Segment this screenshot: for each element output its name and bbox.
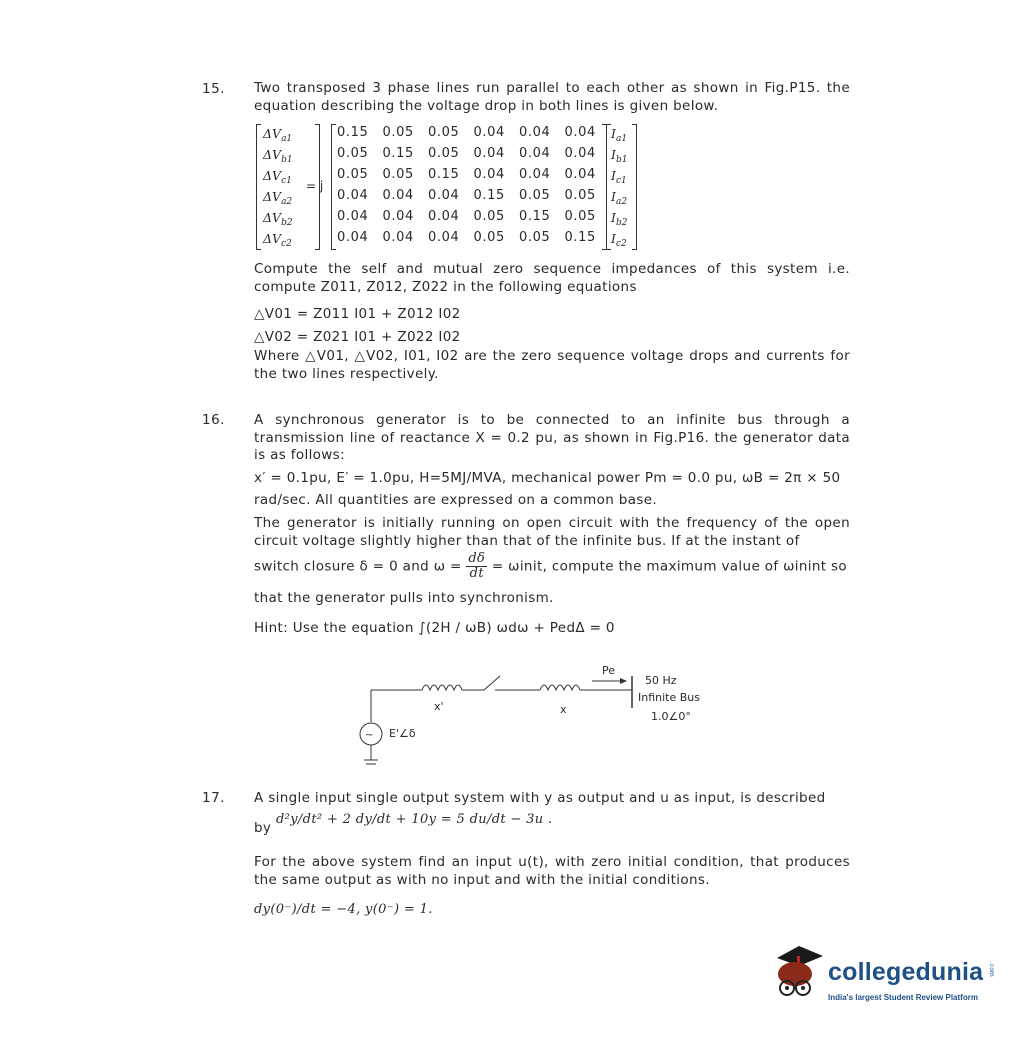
- logo-tagline: India's largest Student Review Platform: [828, 993, 978, 1002]
- pe-label: Pe: [602, 664, 616, 677]
- logo-com: .com: [988, 962, 995, 977]
- q16-hint: Hint: Use the equation ∫(2H / ωB) ωdω + PedΔ = 0: [254, 620, 615, 636]
- q16-intro: A synchronous generator is to be connected to an infinite bus through a transmission line of reactance X = 0.2 pu, as shown in Fig.P16. the generator data is as follows:: [254, 412, 850, 463]
- q17-initial-conditions: dy(0⁻)/dt = −4, y(0⁻) = 1.: [254, 902, 433, 917]
- q15-eq1: △V01 = Z011 I01 + Z012 I02: [254, 306, 461, 322]
- matrix-row: 0.04 0.04 0.04 0.05 0.15 0.05: [337, 209, 596, 224]
- q15-where-text: Where △V01, △V02, I01, I02 are the zero sequence voltage drops and currents for the two lines respectively.: [254, 348, 850, 382]
- logo-wordmark: collegedunia: [828, 958, 984, 986]
- rhs-cell: $I_{a1}$: [611, 126, 628, 144]
- matrix-row: 0.04 0.04 0.04 0.05 0.05 0.15: [337, 230, 596, 245]
- lhs-cell: $\Delta V_{c1}$: [263, 168, 292, 186]
- q16-pulls: that the generator pulls into synchronism.: [254, 590, 554, 606]
- q16-data-line1: x′ = 0.1pu, E′ = 1.0pu, H=5MJ/MVA, mechanical power Pm = 0.0 pu, ωB = 2π × 50: [254, 470, 841, 486]
- q15-intro: Two transposed 3 phase lines run parallel to each other as shown in Fig.P15. the equation describing the voltage drop in both lines is given below.: [254, 80, 850, 114]
- q17-by: by: [254, 820, 272, 836]
- lhs-cell: $\Delta V_{a1}$: [263, 126, 293, 144]
- emf-label: E'∠δ: [389, 727, 416, 740]
- rhs-cell: $I_{b2}$: [611, 210, 628, 228]
- q17-intro: A single input single output system with y as output and u as input, is described: [254, 790, 826, 806]
- bus-voltage-label: 1.0∠0°: [651, 710, 691, 723]
- q17-para: For the above system find an input u(t), with zero initial condition, that produces the same output as with no input and with the initial conditions.: [254, 854, 850, 888]
- d-delta-dt-fraction: $\frac{d\delta}{dt}$: [468, 551, 486, 581]
- q15-eq2: △V02 = Z021 I01 + Z022 I02: [254, 329, 461, 345]
- x-label: x: [560, 703, 567, 716]
- matrix-row: 0.15 0.05 0.05 0.04 0.04 0.04: [337, 125, 596, 140]
- q15-compute-text: Compute the self and mutual zero sequence impedances of this system i.e. compute Z011, Z012, Z022 in the following equations: [254, 261, 850, 295]
- lhs-cell: $\Delta V_{b1}$: [263, 147, 293, 165]
- matrix-row: 0.04 0.04 0.04 0.15 0.05 0.05: [337, 188, 596, 203]
- q16-number: 16.: [202, 412, 225, 428]
- matrix-row: 0.05 0.05 0.15 0.04 0.04 0.04: [337, 167, 596, 182]
- q16-data-line2: rad/sec. All quantities are expressed on a common base.: [254, 492, 658, 508]
- q15-number: 15.: [202, 81, 225, 97]
- lhs-cell: $\Delta V_{a2}$: [263, 189, 293, 207]
- matrix-row: 0.05 0.15 0.05 0.04 0.04 0.04: [337, 146, 596, 161]
- equals-j: = j: [306, 179, 324, 193]
- rhs-cell: $I_{c2}$: [611, 231, 627, 249]
- q17-equation: d²y/dt² + 2 dy/dt + 10y = 5 du/dt − 3u .: [276, 812, 553, 827]
- infinite-bus-label: Infinite Bus: [638, 691, 700, 704]
- q16-para2: The generator is initially running on open circuit with the frequency of the open circuit voltage slightly higher than that of the infinite bus. If at the instant of: [254, 515, 850, 549]
- rhs-cell: $I_{a2}$: [611, 189, 628, 207]
- rhs-cell: $I_{c1}$: [611, 168, 627, 186]
- lhs-cell: $\Delta V_{c2}$: [263, 231, 292, 249]
- xprime-label: x': [434, 700, 444, 713]
- mascot-icon: [767, 944, 827, 1008]
- lhs-cell: $\Delta V_{b2}$: [263, 210, 293, 228]
- hz-label: 50 Hz: [645, 674, 677, 687]
- q16-switch-line: switch closure δ = 0 and ω = $\frac{d\delta}{dt}$ = ωinit, compute the maximum value of ωinint so: [254, 551, 848, 581]
- q17-number: 17.: [202, 790, 225, 806]
- svg-text:~: ~: [365, 730, 374, 741]
- rhs-cell: $I_{b1}$: [611, 147, 628, 165]
